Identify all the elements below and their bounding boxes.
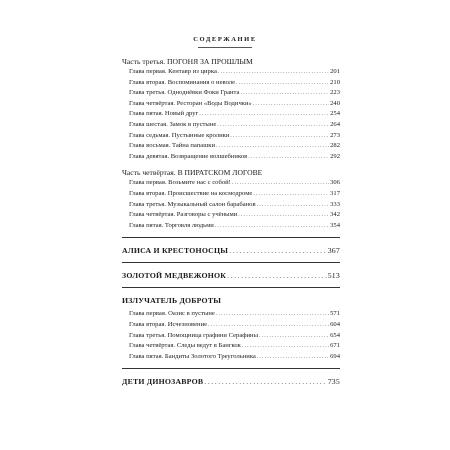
leader-dots: [242, 341, 329, 352]
leader-dots: [236, 78, 329, 89]
leader-dots: [257, 352, 329, 363]
toc-entry[interactable]: [122, 67, 340, 78]
entry-title: ДЕТИ ДИНОЗАВРОВ: [122, 377, 204, 387]
entry-page: 342: [330, 211, 340, 219]
leader-dots: [253, 99, 329, 110]
toc-entry[interactable]: [122, 341, 340, 352]
contents-header: [0, 36, 450, 48]
entry-title: АЛИСА И КРЕСТОНОСЦЫ: [122, 246, 229, 256]
toc-entry[interactable]: [122, 352, 340, 363]
toc-entry[interactable]: [122, 178, 340, 189]
entry-page: 282: [330, 142, 340, 150]
entry-page: 694: [330, 352, 340, 360]
part-three-section: [122, 57, 340, 162]
toc-entry[interactable]: [122, 131, 340, 142]
entry-title: Глава третья. Одноднёвки Фоки Гранта: [129, 89, 240, 97]
entry-page: 513: [327, 271, 340, 281]
entry-page: 201: [330, 68, 340, 75]
leader-dots: [240, 88, 329, 99]
toc-entry[interactable]: [122, 210, 340, 221]
entry-page: 654: [330, 331, 340, 339]
entry-page: 306: [330, 179, 340, 187]
toc-entry[interactable]: [122, 309, 340, 320]
entry-title: Глава третья. Помощница графини Серафины: [129, 331, 259, 339]
entry-page: 604: [330, 320, 340, 328]
entry-title: ЗОЛОТОЙ МЕДВЕЖОНОК: [122, 271, 227, 281]
leader-dots: [229, 245, 327, 256]
part-four-title: Часть четвёртая. В ПИРАТСКОМ ЛОГОВЕ: [122, 168, 263, 178]
entry-page: 240: [330, 99, 340, 107]
entry-title: Глава пятая. Бандиты Золотого Треугольника: [129, 352, 256, 360]
contents-title: СОДЕРЖАНИЕ: [193, 36, 257, 43]
entry-page: 367: [327, 246, 340, 256]
entry-page: 223: [330, 89, 340, 97]
entry-title: Глава пятая. Новый друг: [129, 110, 199, 118]
toc-entry[interactable]: [122, 78, 340, 89]
leader-dots: [217, 120, 329, 131]
toc-entry-crusaders[interactable]: [122, 245, 340, 256]
leader-dots: [204, 376, 326, 387]
entry-page: 273: [330, 131, 340, 139]
leader-dots: [257, 200, 330, 211]
entry-title: Глава четвёртая. Следы ведут в Бангкок: [129, 342, 241, 350]
leader-dots: [216, 309, 329, 320]
toc-entry-dinosaurs[interactable]: [122, 376, 340, 387]
toc-entry[interactable]: [122, 88, 340, 99]
toc-entry-golden-bear[interactable]: [122, 270, 340, 281]
entry-title: Глава четвёртая. Разговоры с учёными: [129, 211, 238, 219]
entry-page: 254: [330, 110, 340, 118]
toc-entry[interactable]: [122, 99, 340, 110]
entry-page: 210: [330, 78, 340, 86]
leader-dots: [216, 141, 329, 152]
entry-page: 264: [330, 120, 340, 128]
leader-dots: [253, 189, 329, 200]
entry-title: Глава седьмая. Пустынные кролики: [129, 131, 230, 139]
leader-dots: [218, 67, 329, 78]
section-divider: [122, 262, 340, 263]
entry-page: 354: [330, 221, 340, 229]
leader-dots: [259, 331, 329, 342]
leader-dots: [232, 178, 329, 189]
entry-title: Глава восьмая. Тайна папашки: [129, 142, 216, 150]
toc-entry[interactable]: [122, 221, 340, 232]
section-divider: [122, 287, 340, 288]
table-of-contents: [122, 57, 340, 387]
entry-title: Глава пятая. Торговля людьми: [129, 221, 214, 229]
toc-entry[interactable]: [122, 331, 340, 342]
entry-title: Глава вторая. Происшествие на космодроме: [129, 189, 253, 197]
leader-dots: [199, 109, 329, 120]
toc-entry[interactable]: [122, 141, 340, 152]
entry-title: Глава вторая. Исчезновение: [129, 320, 208, 328]
toc-entry[interactable]: [122, 320, 340, 331]
entry-title: Глава вторая. Воспоминания о неволе: [129, 78, 236, 86]
entry-title: Глава девятая. Возвращение волшебников: [129, 152, 248, 160]
leader-dots: [215, 221, 329, 232]
toc-entry[interactable]: [122, 120, 340, 131]
section-divider: [122, 237, 340, 238]
toc-entry[interactable]: [122, 152, 340, 163]
entry-title: Глава четвёртая. Ресторан «Воды Водички»: [129, 99, 252, 107]
header-rule: [198, 47, 252, 48]
entry-page: 571: [330, 310, 340, 318]
entry-title: Глава третья. Музыкальный салон барабанов: [129, 200, 256, 208]
part-three-title: Часть третья. ПОГОНЯ ЗА ПРОШЛЫМ: [122, 57, 253, 66]
leader-dots: [208, 320, 329, 331]
entry-page: 671: [330, 342, 340, 350]
part-four-section: [122, 168, 340, 231]
leader-dots: [230, 131, 329, 142]
entry-page: 317: [330, 189, 340, 197]
leader-dots: [227, 270, 327, 281]
leader-dots: [248, 152, 329, 163]
entry-page: 292: [330, 152, 340, 160]
toc-entry[interactable]: [122, 200, 340, 211]
entry-title: Глава первая. Кентавр из цирка: [129, 68, 217, 75]
kindness-section: [122, 295, 340, 362]
leader-dots: [238, 210, 329, 221]
entry-title: Глава шестая. Замок в пустыне: [129, 120, 217, 128]
entry-page: 333: [330, 200, 340, 208]
toc-entry[interactable]: [122, 189, 340, 200]
entry-title: Глава первая. Оазис в пустыне: [129, 310, 215, 318]
kindness-title: ИЗЛУЧАТЕЛЬ ДОБРОТЫ: [122, 296, 222, 306]
entry-page: 735: [327, 377, 340, 387]
toc-entry[interactable]: [122, 109, 340, 120]
section-divider: [122, 368, 340, 369]
entry-title: Глава первая. Возьмите нас с собой!: [129, 179, 231, 187]
